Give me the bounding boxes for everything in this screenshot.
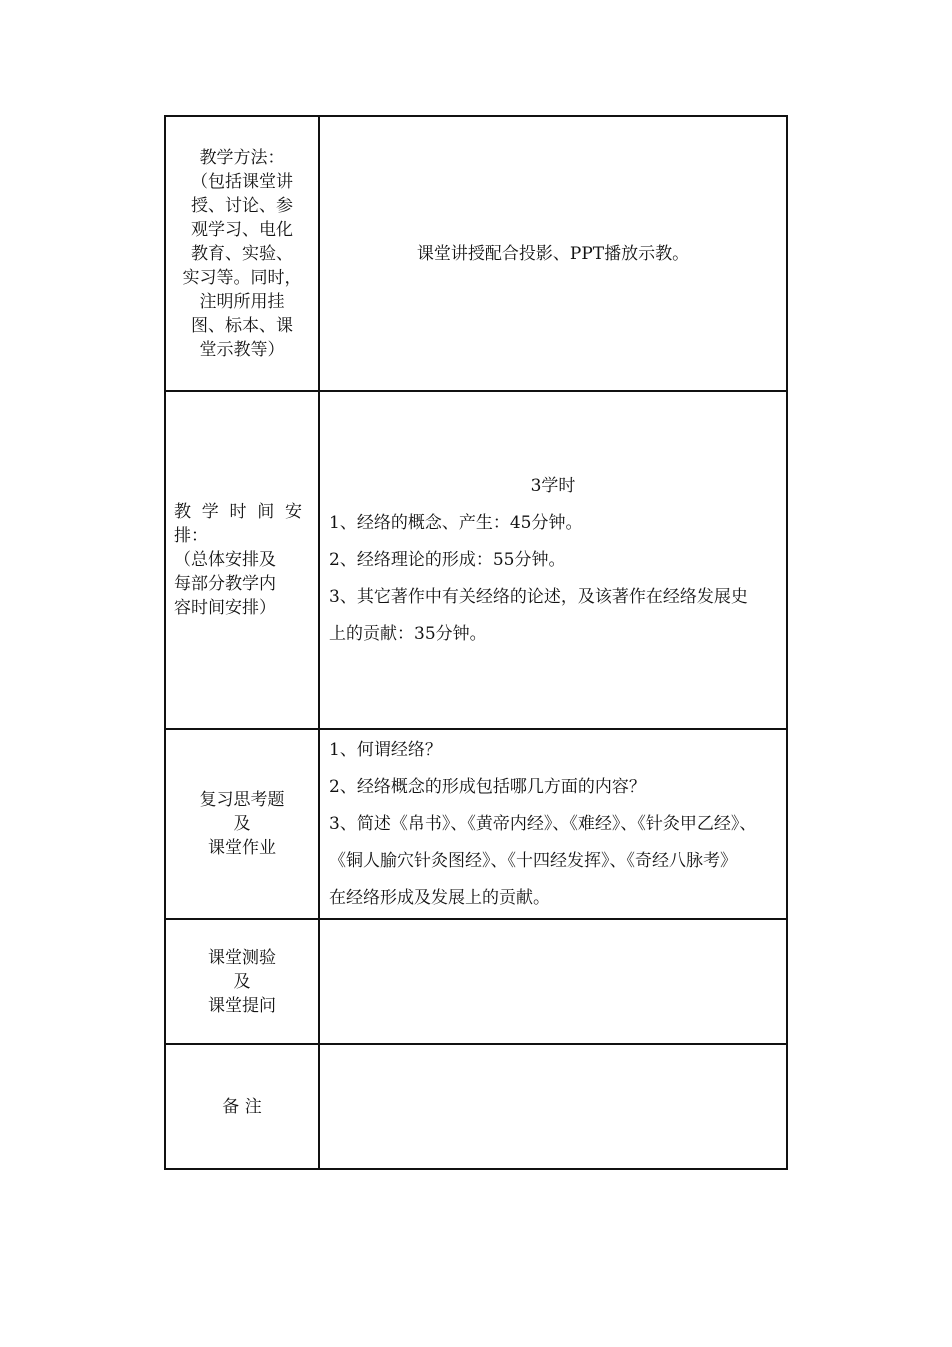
remarks-label: [165, 1044, 319, 1169]
label-line: 每部分教学内: [174, 574, 276, 594]
label-line: 注明所用挂: [199, 291, 285, 312]
content-line: 《铜人腧穴针灸图经》、《十四经发挥》、《奇经八脉考》: [329, 850, 737, 871]
label-line: 授、讨论、参: [191, 195, 293, 216]
label-line: 教学时间安: [174, 502, 310, 522]
content-line: 1、何谓经络？: [329, 739, 442, 760]
label-line: （总体安排及: [174, 550, 276, 570]
label-line: 课堂测验: [208, 947, 276, 968]
table-row: [165, 1044, 787, 1169]
lesson-plan-table: [164, 115, 788, 1170]
content-line: 3、简述《帛书》、《黄帝内经》、《难经》、《针灸甲乙经》、: [329, 813, 757, 834]
teaching-time-content: [319, 391, 787, 729]
label-line: 备 注: [222, 1096, 262, 1117]
teaching-method-content: [319, 116, 787, 391]
label-line: 及: [233, 971, 251, 992]
remarks-content: [319, 1044, 787, 1169]
content-line: 1、经络的概念、产生：45分钟。: [329, 512, 583, 533]
content-line: 2、经络理论的形成：55分钟。: [329, 549, 566, 570]
label-line: 及: [233, 814, 251, 834]
label-line: 课堂提问: [208, 995, 276, 1016]
teaching-method-label: [165, 116, 319, 391]
label-line: 实习等。同时，: [182, 267, 302, 288]
table-row: [165, 391, 787, 729]
label-line: 观学习、电化: [191, 219, 293, 240]
label-line: 教学方法：: [199, 147, 285, 168]
content-line: 2、经络概念的形成包括哪几方面的内容？: [329, 776, 646, 797]
content-line: 3、其它著作中有关经络的论述，及该著作在经络发展史: [329, 586, 748, 607]
content-line: 在经络形成及发展上的贡献。: [329, 887, 550, 908]
label-line: 课堂作业: [208, 838, 276, 858]
label-line: 容时间安排）: [174, 598, 276, 618]
quiz-label: [165, 919, 319, 1044]
content-title: 3学时: [530, 475, 576, 496]
table-row: [165, 116, 787, 391]
label-line: 复习思考题: [199, 790, 285, 810]
review-questions-label: [165, 729, 319, 919]
content-text: 课堂讲授配合投影、PPT播放示教。: [416, 243, 690, 264]
table-row: [165, 729, 787, 919]
quiz-content: [319, 919, 787, 1044]
table-row: [165, 919, 787, 1044]
label-line: 排：: [174, 526, 208, 546]
label-line: 堂示教等）: [199, 339, 285, 360]
label-line: 图、标本、课: [191, 315, 293, 336]
content-line: 上的贡献：35分钟。: [329, 623, 487, 644]
label-line: （包括课堂讲: [191, 171, 293, 192]
review-questions-content: [319, 729, 787, 919]
teaching-time-label: [165, 391, 319, 729]
label-line: 教育、实验、: [191, 243, 293, 264]
